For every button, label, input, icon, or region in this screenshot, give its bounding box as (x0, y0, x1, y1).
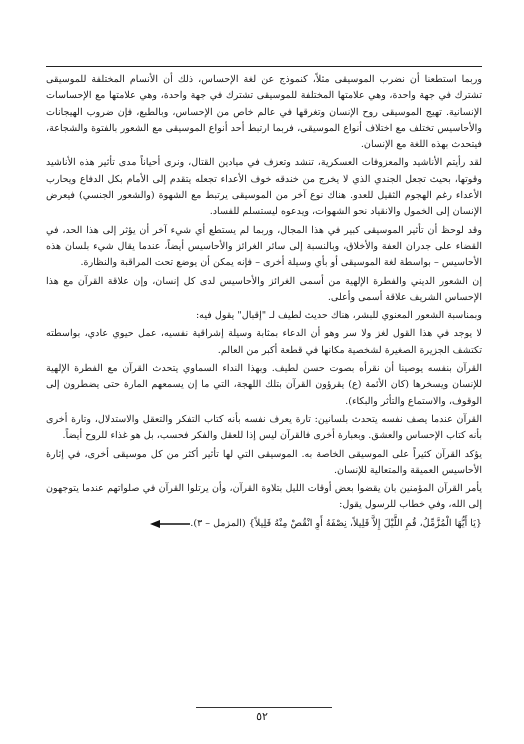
paragraph: القرآن بنفسه يوصينا أن نقرأه بصوت حسن لطيف. وبهذا النداء السماوي يتحدث القرآن مع الفطرة الإلهية للإنسان ويسخرها (كان الأئمة (ع) يقرؤون القرآن بتلك اللهجة، التي ما إن يسمعهم المارة حتى يضطرون إلى الوقوف، والاستماع والتأثر والبكاء). (46, 363, 482, 407)
paragraph: لا يوجد في هذا القول لغز ولا سر وهو أن الدعاء بمثابة وسيلة إشراقية نفسيه، عمل حيوي عادي، بواسطته تكتشف الجزيرة الصغيرة لشخصية مكانها في قطعة أكبر من العالم. (46, 328, 482, 356)
paragraph: لقد رأيتم الأناشيد والمعزوفات العسكرية، تنشد وتعزف في ميادين القتال، ونرى أحياناً مدى تأثير هذه الأناشيد وقوتها، بحيث تجعل الجندي الذي لا يخرج من خندقه خوف الأعداء تجعله يتقدم إلى الأمام بكل الدفاع ويحارب الأعداء رغم الهجوم الثقيل للعدو. هناك نوع آخر من الموسيقى يرتبط مع الشهوة (والشعور الجنسي) فيعرض الإنسان إلى الخمول والانقياد نحو الشهوات، ويدعوه ليستسلم للفساد. (46, 157, 482, 218)
paragraph: وبمناسبة الشعور المعنوي للبشر، هناك حديث لطيف لـ "إقبال" يقول فيه: (195, 310, 482, 322)
header-rule (46, 66, 482, 67)
paragraph: وربما استطعنا أن نضرب الموسيقى مثلاً، كنموذج عن لغة الإحساس، ذلك أن الأنسام المختلفة للموسيقى تشترك في جهة واحدة، وهي علامتها المختلفة للموسيقى تشترك في جهة واحدة، وهي علامتها مع الإحساسات الإنسانية. تهيج الموسيقى روح الإنسان وتغرقها في عالم خاص من الإحساس، وبالطبع، فإن ضروب الهيجانات والأحاسيس تختلف مع اختلاف أنواع الموسيقى، فربما ارتبط أحد أنواع الموسيقى مع الشعور بالفتوة والشجاعة، فيتحدث بهذه اللغة مع الإنسان. (46, 74, 482, 151)
paragraph: إن الشعور الديني والفطرة الإلهية من أسمى الغرائز والأحاسيس لدى كل إنسان، وإن علاقة القرآن مع هذا الإحساس الشريف علاقة أسمى وأعلى. (46, 275, 482, 303)
paragraph: يأمر القرآن المؤمنين بان يقضوا بعض أوقات الليل بتلاوة القرآن، وأن يرتلوا القرآن في صلواتهم عندما يتوجهون إلى الله، وفي خطاب للرسول يقول: (46, 483, 482, 511)
paragraph: وقد لوحظ أن تأثير الموسيقى كبير في هذا المجال، وربما لم يستطع أي شيء آخر أن يؤثر إلى هذا الحد، في القضاء على جدران العفة والأخلاق، وبالنسبة إلى سائر الغرائز والأحاسيس أيضاً، عندما يقال شيء بلسان هذه الأحاسيس – بواسطة لغة الموسيقى أو بأي وسيلة أخرى – فإنه يمكن أن يوضع تحت المراقبة والنظارة. (46, 224, 482, 269)
paragraph: القرآن عندما يصف نفسه يتحدث بلسانين: تارة يعرف نفسه بأنه كتاب التفكر والتعقل والاستدلال، وتارة أخرى بأنه كتاب الإحساس والعشق. وبعبارة أخرى فالقرآن ليس إذا للعقل والفكر فحسب، بل هو غذاء للروح أيضاً. (46, 413, 482, 442)
quran-quote-line (46, 516, 482, 532)
footer-rule (196, 707, 332, 708)
page-number: ٥٢ (256, 710, 268, 723)
paragraph: يؤكد القرآن كثيراً على الموسيقى الخاصة به. الموسيقى التي لها تأثير أكثر من كل موسيقى أخرى، في إثارة الأحاسيس العميقة والمتعالية للإنسان. (46, 448, 482, 476)
body-text (46, 72, 482, 532)
quran-quote: {يَا أَيُّهَا الْمُزَّمِّلُ، قُمِ اللَّيْلَ إِلاَّ قَلِيلاً، نِصْفَهُ أَوِ انْقُصْ مِنْهُ قَلِيلاً} (المزمل – ٣). (190, 517, 482, 529)
left-arrow-icon (46, 519, 190, 529)
